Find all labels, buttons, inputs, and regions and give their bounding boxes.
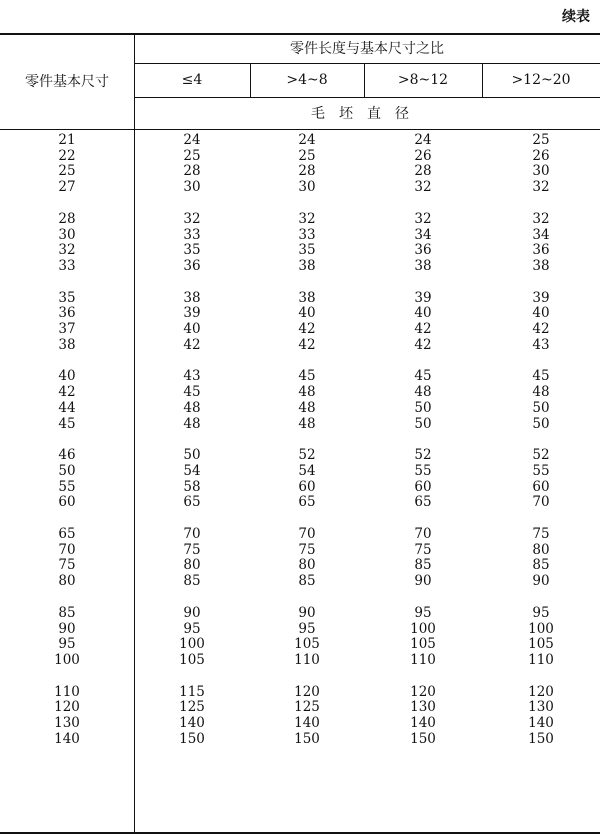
blank-diameter-cell: 42 bbox=[298, 321, 316, 338]
blank-diameter-cell: 33 bbox=[298, 226, 316, 243]
blank-diameter-cell: 110 bbox=[528, 651, 554, 668]
group-separator bbox=[0, 275, 600, 291]
base-size-cell: 75 bbox=[58, 557, 76, 574]
group-separator bbox=[0, 353, 600, 369]
blank-diameter-cell: 120 bbox=[410, 683, 436, 700]
table-row bbox=[0, 495, 600, 511]
blank-diameter-cell: 36 bbox=[414, 242, 432, 259]
base-size-cell: 95 bbox=[58, 636, 76, 653]
group-separator bbox=[0, 511, 600, 527]
blank-diameter-cell: 52 bbox=[414, 447, 432, 464]
blank-diameter-cell: 125 bbox=[294, 699, 320, 716]
base-size-cell: 65 bbox=[58, 526, 76, 543]
blank-diameter-cell: 48 bbox=[298, 399, 316, 416]
spacer-cell bbox=[250, 275, 364, 291]
blank-diameter-cell: 40 bbox=[183, 321, 201, 338]
spacer-cell bbox=[0, 511, 134, 527]
blank-diameter-cell: 33 bbox=[183, 226, 201, 243]
base-size-cell: 30 bbox=[58, 226, 76, 243]
spacer-cell bbox=[364, 275, 482, 291]
blank-diameter-cell: 48 bbox=[183, 415, 201, 432]
spacer-cell bbox=[364, 353, 482, 369]
blank-diameter-cell: 80 bbox=[183, 557, 201, 574]
base-size-cell: 21 bbox=[58, 132, 76, 148]
blank-diameter-cell: 60 bbox=[532, 478, 550, 495]
blank-diameter-cell: 50 bbox=[414, 399, 432, 416]
blank-diameter-cell: 115 bbox=[179, 683, 205, 700]
ratio-header-1 bbox=[250, 63, 364, 97]
blank-diameter-cell: 95 bbox=[183, 620, 201, 637]
base-size-cell: 110 bbox=[54, 683, 80, 700]
data-table-body bbox=[0, 133, 600, 748]
table-row bbox=[0, 338, 600, 354]
table-row bbox=[0, 637, 600, 653]
spacer-cell bbox=[134, 590, 250, 606]
blank-diameter-cell: 28 bbox=[414, 163, 432, 180]
blank-diameter-cell: 30 bbox=[532, 163, 550, 180]
table-row bbox=[0, 653, 600, 669]
table-row bbox=[0, 606, 600, 622]
blank-diameter-cell: 70 bbox=[414, 526, 432, 543]
group-header-label: 零件长度与基本尺寸之比 bbox=[290, 41, 444, 57]
data-table bbox=[0, 133, 600, 748]
blank-diameter-cell: 120 bbox=[294, 683, 320, 700]
base-size-cell: 25 bbox=[58, 163, 76, 180]
blank-diameter-cell: 52 bbox=[532, 447, 550, 464]
sub-header-label: 毛坯直径 bbox=[311, 106, 423, 122]
base-size-cell: 35 bbox=[58, 289, 76, 306]
spacer-cell bbox=[364, 432, 482, 448]
table-row bbox=[0, 228, 600, 244]
blank-diameter-cell: 38 bbox=[298, 257, 316, 274]
blank-diameter-cell: 140 bbox=[528, 715, 554, 732]
spacer-cell bbox=[0, 275, 134, 291]
blank-diameter-cell: 75 bbox=[298, 541, 316, 558]
base-size-cell: 44 bbox=[58, 399, 76, 416]
blank-diameter-cell: 32 bbox=[414, 179, 432, 196]
blank-diameter-cell: 75 bbox=[414, 541, 432, 558]
blank-diameter-cell: 80 bbox=[532, 541, 550, 558]
blank-diameter-cell: 45 bbox=[532, 368, 550, 385]
table-row bbox=[0, 480, 600, 496]
spacer-cell bbox=[364, 196, 482, 212]
blank-diameter-cell: 34 bbox=[532, 226, 550, 243]
ratio-header-label: >12~20 bbox=[511, 72, 571, 88]
blank-diameter-cell: 43 bbox=[183, 368, 201, 385]
spacer-cell bbox=[0, 590, 134, 606]
blank-diameter-cell: 38 bbox=[532, 257, 550, 274]
ratio-header-0 bbox=[134, 63, 250, 97]
blank-diameter-cell: 70 bbox=[298, 526, 316, 543]
blank-diameter-cell: 42 bbox=[183, 336, 201, 353]
blank-diameter-cell: 95 bbox=[414, 604, 432, 621]
blank-diameter-cell: 32 bbox=[532, 210, 550, 227]
blank-diameter-cell: 48 bbox=[298, 415, 316, 432]
base-size-cell: 45 bbox=[58, 415, 76, 432]
blank-diameter-cell: 85 bbox=[532, 557, 550, 574]
continued-table-label: 续表 bbox=[562, 9, 590, 25]
blank-diameter-cell: 150 bbox=[294, 730, 320, 747]
blank-diameter-cell: 150 bbox=[179, 730, 205, 747]
blank-diameter-cell: 90 bbox=[414, 573, 432, 590]
table-row bbox=[0, 306, 600, 322]
blank-diameter-cell: 95 bbox=[298, 620, 316, 637]
blank-diameter-cell: 150 bbox=[410, 730, 436, 747]
blank-diameter-cell: 39 bbox=[414, 289, 432, 306]
blank-diameter-cell: 38 bbox=[298, 289, 316, 306]
spacer-cell bbox=[250, 353, 364, 369]
ratio-header-3 bbox=[482, 63, 600, 97]
blank-diameter-cell: 100 bbox=[528, 620, 554, 637]
blank-diameter-cell: 34 bbox=[414, 226, 432, 243]
table-row bbox=[0, 369, 600, 385]
blank-diameter-cell: 32 bbox=[183, 210, 201, 227]
base-size-cell: 120 bbox=[54, 699, 80, 716]
table-row bbox=[0, 448, 600, 464]
row-header-label: 零件基本尺寸 bbox=[25, 74, 109, 90]
base-size-cell: 42 bbox=[58, 384, 76, 401]
blank-diameter-cell: 140 bbox=[179, 715, 205, 732]
blank-diameter-cell: 25 bbox=[298, 147, 316, 164]
base-size-cell: 27 bbox=[58, 179, 76, 196]
blank-diameter-cell: 30 bbox=[298, 179, 316, 196]
table-row bbox=[0, 212, 600, 228]
group-separator bbox=[0, 196, 600, 212]
spacer-cell bbox=[0, 353, 134, 369]
base-size-cell: 130 bbox=[54, 715, 80, 732]
base-size-cell: 85 bbox=[58, 604, 76, 621]
blank-diameter-cell: 70 bbox=[183, 526, 201, 543]
blank-diameter-cell: 105 bbox=[294, 636, 320, 653]
blank-diameter-cell: 90 bbox=[298, 604, 316, 621]
blank-diameter-cell: 54 bbox=[183, 462, 201, 479]
base-size-cell: 50 bbox=[58, 462, 76, 479]
blank-diameter-cell: 36 bbox=[532, 242, 550, 259]
blank-diameter-cell: 105 bbox=[179, 651, 205, 668]
group-separator bbox=[0, 432, 600, 448]
blank-diameter-cell: 25 bbox=[183, 147, 201, 164]
ratio-header-2 bbox=[364, 63, 482, 97]
blank-diameter-cell: 65 bbox=[298, 494, 316, 511]
blank-diameter-cell: 28 bbox=[298, 163, 316, 180]
table-row bbox=[0, 464, 600, 480]
group-header bbox=[134, 33, 600, 63]
base-size-cell: 33 bbox=[58, 257, 76, 274]
table-row bbox=[0, 322, 600, 338]
blank-diameter-cell: 32 bbox=[298, 210, 316, 227]
spacer-cell bbox=[0, 432, 134, 448]
blank-diameter-cell: 105 bbox=[528, 636, 554, 653]
ratio-header-label: >4~8 bbox=[286, 72, 328, 88]
base-size-cell: 38 bbox=[58, 336, 76, 353]
blank-diameter-cell: 54 bbox=[298, 462, 316, 479]
blank-diameter-cell: 100 bbox=[179, 636, 205, 653]
table-row bbox=[0, 543, 600, 559]
blank-diameter-cell: 48 bbox=[532, 384, 550, 401]
sub-header bbox=[134, 97, 600, 129]
base-size-cell: 37 bbox=[58, 321, 76, 338]
blank-diameter-cell: 140 bbox=[294, 715, 320, 732]
base-size-cell: 36 bbox=[58, 305, 76, 322]
blank-diameter-cell: 45 bbox=[298, 368, 316, 385]
blank-diameter-cell: 40 bbox=[532, 305, 550, 322]
blank-diameter-cell: 105 bbox=[410, 636, 436, 653]
blank-diameter-cell: 95 bbox=[532, 604, 550, 621]
table-row bbox=[0, 180, 600, 196]
table-row bbox=[0, 558, 600, 574]
table-row bbox=[0, 527, 600, 543]
base-size-cell: 60 bbox=[58, 494, 76, 511]
blank-diameter-cell: 60 bbox=[414, 478, 432, 495]
spacer-cell bbox=[134, 432, 250, 448]
blank-diameter-cell: 26 bbox=[532, 147, 550, 164]
base-size-cell: 140 bbox=[54, 730, 80, 747]
blank-diameter-cell: 45 bbox=[414, 368, 432, 385]
blank-diameter-cell: 80 bbox=[298, 557, 316, 574]
spacer-cell bbox=[0, 196, 134, 212]
blank-diameter-cell: 43 bbox=[532, 336, 550, 353]
blank-diameter-cell: 38 bbox=[414, 257, 432, 274]
spacer-cell bbox=[0, 669, 134, 685]
base-size-cell: 22 bbox=[58, 147, 76, 164]
spacer-cell bbox=[250, 196, 364, 212]
group-separator bbox=[0, 590, 600, 606]
spacer-cell bbox=[250, 669, 364, 685]
blank-diameter-cell: 48 bbox=[298, 384, 316, 401]
blank-diameter-cell: 45 bbox=[183, 384, 201, 401]
blank-diameter-cell: 85 bbox=[414, 557, 432, 574]
blank-diameter-cell: 25 bbox=[532, 132, 550, 148]
spacer-cell bbox=[134, 511, 250, 527]
blank-diameter-cell: 60 bbox=[298, 478, 316, 495]
spacer-cell bbox=[482, 669, 600, 685]
blank-diameter-cell: 32 bbox=[532, 179, 550, 196]
table-bottom-rule bbox=[0, 832, 600, 834]
blank-diameter-cell: 130 bbox=[410, 699, 436, 716]
spacer-cell bbox=[482, 432, 600, 448]
blank-diameter-cell: 55 bbox=[414, 462, 432, 479]
base-size-cell: 70 bbox=[58, 541, 76, 558]
blank-diameter-cell: 32 bbox=[414, 210, 432, 227]
spacer-cell bbox=[364, 511, 482, 527]
blank-diameter-cell: 65 bbox=[183, 494, 201, 511]
blank-diameter-cell: 40 bbox=[414, 305, 432, 322]
table-row bbox=[0, 259, 600, 275]
blank-diameter-cell: 85 bbox=[183, 573, 201, 590]
blank-diameter-cell: 35 bbox=[183, 242, 201, 259]
blank-diameter-cell: 50 bbox=[532, 415, 550, 432]
spacer-cell bbox=[250, 590, 364, 606]
blank-diameter-cell: 42 bbox=[298, 336, 316, 353]
spacer-cell bbox=[482, 353, 600, 369]
table-row bbox=[0, 133, 600, 149]
blank-diameter-cell: 50 bbox=[183, 447, 201, 464]
table-row bbox=[0, 732, 600, 748]
table-row bbox=[0, 164, 600, 180]
blank-diameter-cell: 90 bbox=[532, 573, 550, 590]
header-bottom-rule bbox=[0, 129, 600, 130]
table-row bbox=[0, 401, 600, 417]
blank-diameter-cell: 75 bbox=[532, 526, 550, 543]
blank-diameter-cell: 28 bbox=[183, 163, 201, 180]
blank-diameter-cell: 70 bbox=[532, 494, 550, 511]
ratio-header-label: ≤4 bbox=[181, 72, 203, 88]
spacer-cell bbox=[134, 669, 250, 685]
base-size-cell: 32 bbox=[58, 242, 76, 259]
blank-diameter-cell: 40 bbox=[298, 305, 316, 322]
blank-diameter-cell: 42 bbox=[414, 321, 432, 338]
blank-diameter-cell: 110 bbox=[410, 651, 436, 668]
base-size-cell: 40 bbox=[58, 368, 76, 385]
blank-diameter-cell: 100 bbox=[410, 620, 436, 637]
blank-diameter-cell: 130 bbox=[528, 699, 554, 716]
spacer-cell bbox=[250, 432, 364, 448]
blank-diameter-cell: 85 bbox=[298, 573, 316, 590]
blank-diameter-cell: 48 bbox=[414, 384, 432, 401]
blank-diameter-cell: 150 bbox=[528, 730, 554, 747]
base-size-cell: 28 bbox=[58, 210, 76, 227]
blank-diameter-cell: 110 bbox=[294, 651, 320, 668]
blank-diameter-cell: 140 bbox=[410, 715, 436, 732]
blank-diameter-cell: 58 bbox=[183, 478, 201, 495]
group-separator bbox=[0, 669, 600, 685]
table-row bbox=[0, 149, 600, 165]
base-size-cell: 80 bbox=[58, 573, 76, 590]
blank-diameter-cell: 26 bbox=[414, 147, 432, 164]
spacer-cell bbox=[482, 196, 600, 212]
blank-diameter-cell: 30 bbox=[183, 179, 201, 196]
blank-diameter-cell: 42 bbox=[414, 336, 432, 353]
blank-diameter-cell: 24 bbox=[298, 132, 316, 148]
blank-diameter-cell: 52 bbox=[298, 447, 316, 464]
table-row bbox=[0, 417, 600, 433]
spacer-cell bbox=[250, 511, 364, 527]
blank-diameter-cell: 55 bbox=[532, 462, 550, 479]
blank-diameter-cell: 90 bbox=[183, 604, 201, 621]
base-size-cell: 46 bbox=[58, 447, 76, 464]
row-header bbox=[0, 33, 134, 129]
table-row bbox=[0, 291, 600, 307]
blank-diameter-cell: 24 bbox=[414, 132, 432, 148]
spacer-cell bbox=[482, 590, 600, 606]
spacer-cell bbox=[134, 275, 250, 291]
blank-diameter-cell: 48 bbox=[183, 399, 201, 416]
spacer-cell bbox=[364, 590, 482, 606]
base-size-cell: 55 bbox=[58, 478, 76, 495]
table-row bbox=[0, 243, 600, 259]
spacer-cell bbox=[364, 669, 482, 685]
base-size-cell: 100 bbox=[54, 651, 80, 668]
blank-diameter-cell: 39 bbox=[183, 305, 201, 322]
blank-diameter-cell: 50 bbox=[414, 415, 432, 432]
blank-diameter-cell: 50 bbox=[532, 399, 550, 416]
blank-diameter-cell: 38 bbox=[183, 289, 201, 306]
table-row bbox=[0, 700, 600, 716]
blank-diameter-cell: 39 bbox=[532, 289, 550, 306]
blank-diameter-cell: 75 bbox=[183, 541, 201, 558]
blank-diameter-cell: 24 bbox=[183, 132, 201, 148]
table-row bbox=[0, 685, 600, 701]
table-row bbox=[0, 622, 600, 638]
ratio-header-label: >8~12 bbox=[397, 72, 449, 88]
spacer-cell bbox=[482, 511, 600, 527]
spacer-cell bbox=[134, 196, 250, 212]
spacer-cell bbox=[482, 275, 600, 291]
blank-diameter-cell: 120 bbox=[528, 683, 554, 700]
blank-diameter-cell: 65 bbox=[414, 494, 432, 511]
base-size-cell: 90 bbox=[58, 620, 76, 637]
blank-diameter-cell: 42 bbox=[532, 321, 550, 338]
blank-diameter-cell: 125 bbox=[179, 699, 205, 716]
table-row bbox=[0, 716, 600, 732]
spacer-cell bbox=[134, 353, 250, 369]
table-row bbox=[0, 385, 600, 401]
blank-diameter-cell: 35 bbox=[298, 242, 316, 259]
blank-diameter-cell: 36 bbox=[183, 257, 201, 274]
table-row bbox=[0, 574, 600, 590]
